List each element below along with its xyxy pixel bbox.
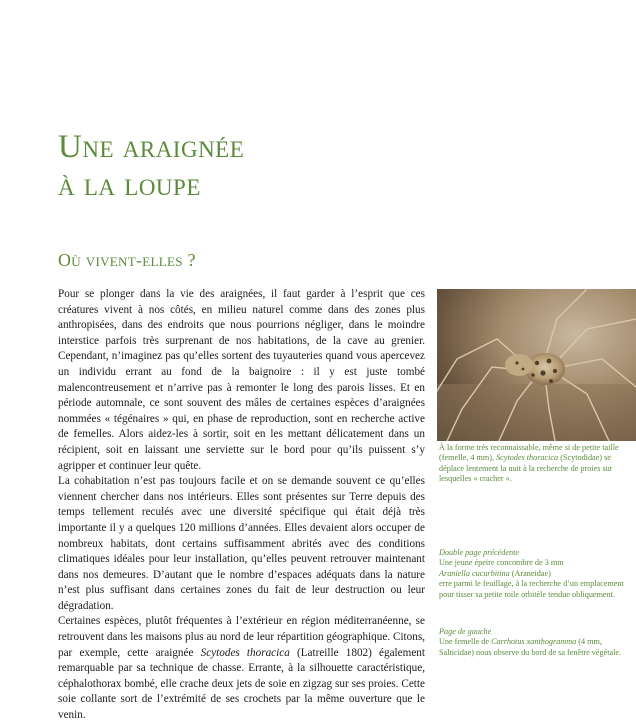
paragraph-3-before: Certaines espèces, plutôt fréquentes à l’extérieur en région méditerranéenne, se retrouvent dans les maisons plus au nord de leur répartition géographique. Citons, par exemple, cette araignée xyxy=(58,615,425,659)
spider-illustration xyxy=(437,289,636,441)
left-page-species: Carrhotus xanthogramma xyxy=(491,637,577,647)
species-name-scytodes: Scytodes thoracica xyxy=(200,646,290,659)
section-title: Où vivent-elles ? xyxy=(58,250,196,270)
chapter-title-line-2: à la loupe xyxy=(58,167,201,203)
previous-spread-line-1: Une jeune épeire concombre de 3 mm xyxy=(439,558,564,568)
paragraph-3 xyxy=(58,614,425,723)
spider-photo xyxy=(437,289,636,441)
paragraph-2: La cohabitation n’est pas toujours facile et on se demande souvent ce qu’elles viennent chercher dans nos intérieurs. Elles sont présentes sur Terre depuis des temps tellement reculés avec une diversité spécifique qui était déjà très importante il y a quelques 120 millions d’années. Elles devaient alors occuper de nombreux habitats, dont certains suffisamment abrités avec des conditions climatiques idéales pour leur installation, qu’elles peuvent retrouver maintenant dans nos demeures. D’autant que le nombre d’espaces adéquats dans la nature n’est plus suffisant dans certaines zones du fait de leur destruction ou leur dégradation. xyxy=(58,475,425,612)
chapter-title-line-1: Une araignée xyxy=(58,129,245,165)
previous-spread-species-line xyxy=(439,569,625,579)
left-page-caption xyxy=(439,627,625,658)
photo-caption xyxy=(439,443,625,485)
photo-caption-species: Scytodes thoracica xyxy=(496,453,559,463)
previous-spread-heading: Double page précédente xyxy=(439,548,520,557)
photo-caption-part-1: À la forme très reconnaissable, même si de petite taille (femelle, 4 mm), xyxy=(439,443,619,463)
previous-spread-family: (Araneidae) xyxy=(509,568,551,578)
previous-spread-rest: erre parmi le feuillage, à la recherche d’un emplacement pour tisser sa petite toile orbitèle tendue obliquement. xyxy=(439,579,624,599)
previous-spread-species: Araniella cucurbitina xyxy=(439,568,510,578)
left-page-text xyxy=(439,637,625,658)
left-page-part-1: Une femelle de xyxy=(439,637,492,647)
left-page-part-2: (4 mm, Salticidae) nous observe du bord de sa fenêtre végétale. xyxy=(439,637,622,657)
main-body-text xyxy=(58,287,425,724)
previous-spread-caption xyxy=(439,548,625,600)
paragraph-1: Pour se plonger dans la vie des araignées, il faut garder à l’esprit que ces créatures vivent à nos côtés, en milieu naturel comme dans des zones plus anthropisées, dans des endroits que nous pourrions négliger, dans le moindre interstice parfois très surprenant de nos habitations, de la cave au grenier. Cependant, n’imaginez pas qu’elles sortent des tuyauteries quand vous apercevez un individu errant au fond de la baignoire : il y est juste tombé malencontreusement et n’arrive pas à remonter le long des parois lisses. Et en période automnale, ce sont souvent des mâles de certaines espèces d’araignées nommées « tégénaires » qui, en phase de reproduction, sont en recherche active de femelles. Alors aidez-les à sortir, soit en les mettant délicatement dans un récipient, soit en laissant une serviette sur le bord pour qu’ils puissent s’y agripper et continuer leur quête. xyxy=(58,288,425,472)
chapter-title xyxy=(58,128,244,204)
left-page-heading: Page de gauche xyxy=(439,627,492,636)
photo-caption-part-2: (Scytodidae) se déplace lentement la nuit à la recherche de proies sur lesquelles « cracher ». xyxy=(439,453,613,484)
paragraph-3-after: (Latreille 1802) également remarquable par sa technique de chasse. Errante, à la silhouette caractéristique, céphalothorax bombé, elle crache deux jets de soie en zigzag sur ses proies. Cette soie collante sort de l’extrémité de ses crochets par la même ouverture que le venin. xyxy=(58,646,425,722)
